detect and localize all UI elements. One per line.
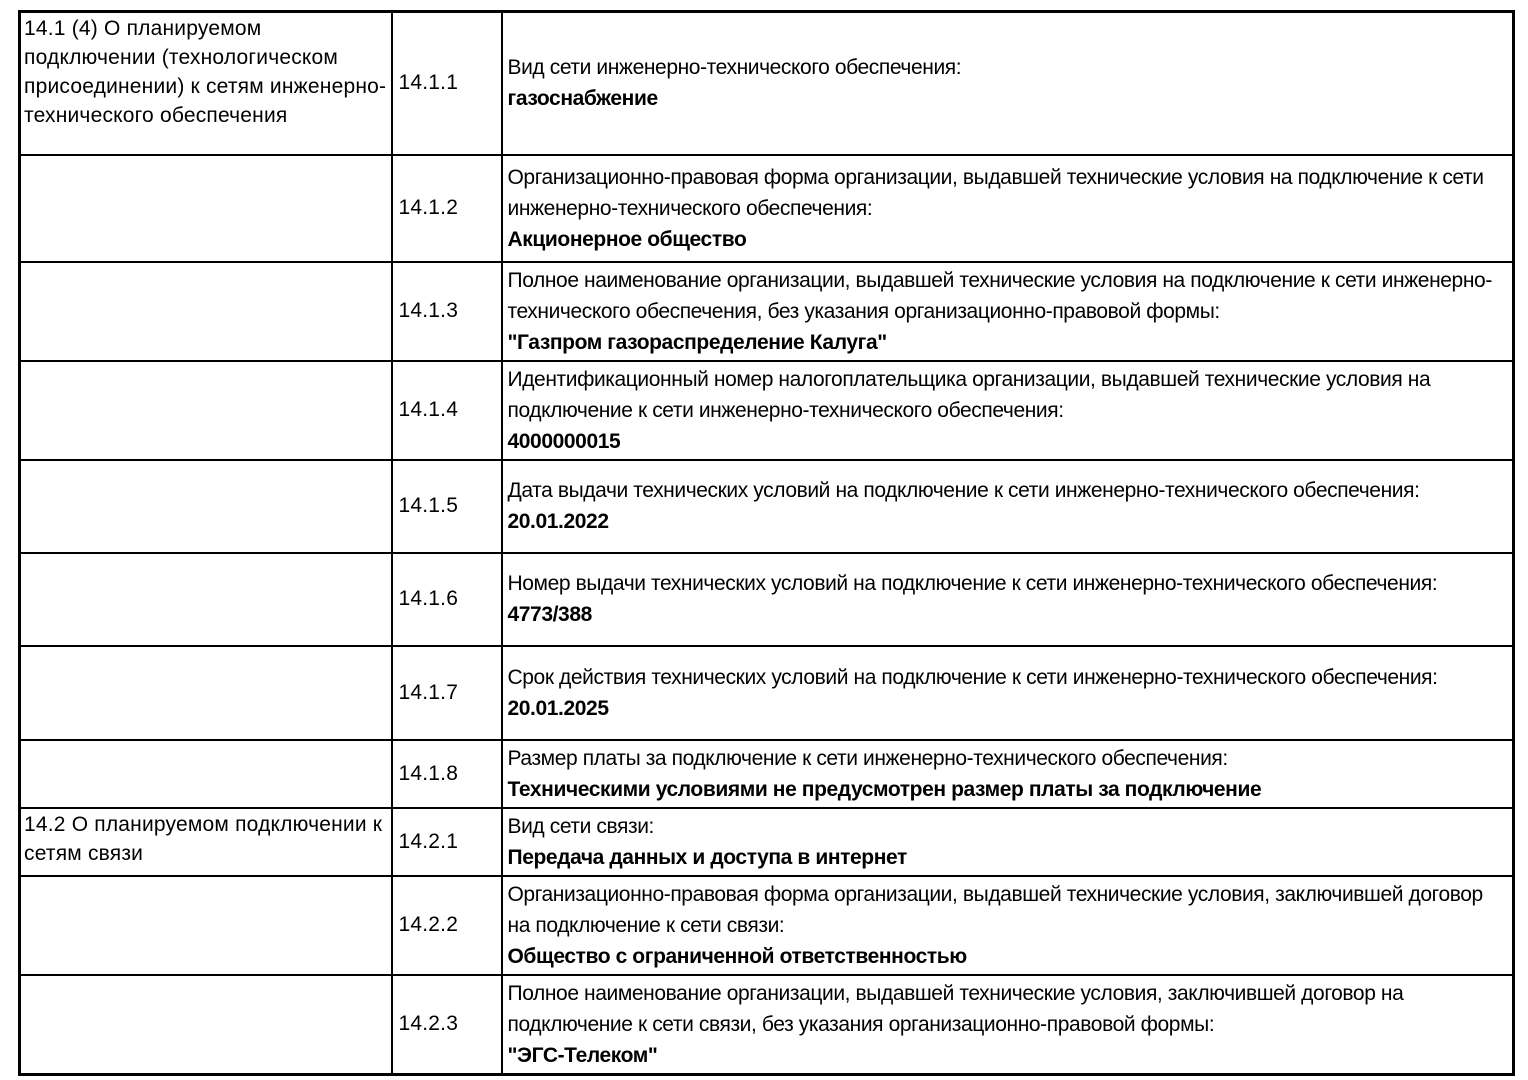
section-title-cell bbox=[20, 808, 392, 876]
row-code-cell bbox=[392, 262, 502, 361]
row-content-cell bbox=[502, 553, 1514, 646]
section-title-cell bbox=[20, 12, 392, 155]
field-label: Полное наименование организации, выдавшей технические условия на подключение к сети инженерно-технического обеспечения, без указания организационно-правовой формы: bbox=[507, 268, 1492, 323]
row-code: 14.1.8 bbox=[398, 761, 459, 785]
row-code-cell bbox=[392, 553, 502, 646]
row-content-cell bbox=[502, 646, 1514, 740]
field-label: Размер платы за подключение к сети инженерно-технического обеспечения: bbox=[507, 746, 1228, 770]
field-value: Техническими условиями не предусмотрен размер платы за подключение bbox=[507, 777, 1262, 801]
field-value: Общество с ограниченной ответственностью bbox=[507, 944, 967, 968]
field-label: Организационно-правовая форма организации, выдавшей технические условия на подключение к сети инженерно-технического обеспечения: bbox=[507, 165, 1484, 220]
row-code: 14.1.5 bbox=[398, 494, 459, 517]
field-value: 20.01.2022 bbox=[507, 510, 609, 533]
row-code: 14.1.2 bbox=[398, 196, 459, 219]
field-label: Организационно-правовая форма организации, выдавшей технические условия, заключившей договор на подключение к сети связи: bbox=[507, 882, 1483, 937]
field-value: "Газпром газораспределение Калуга" bbox=[507, 330, 887, 354]
section-title: 14.1 (4) О планируемом подключении (технологическом присоединении) к сетям инженерно-технического обеспечения bbox=[24, 17, 387, 127]
table-row bbox=[20, 740, 1514, 808]
field-label: Дата выдачи технических условий на подключение к сети инженерно-технического обеспечения: bbox=[507, 479, 1420, 502]
field-value: газоснабжение bbox=[507, 87, 658, 111]
section-title-cell bbox=[20, 646, 392, 740]
row-content-cell bbox=[502, 155, 1514, 262]
table-row bbox=[20, 646, 1514, 740]
field-label: Полное наименование организации, выдавшей технические условия, заключившей договор на подключение к сети связи, без указания организационно-правовой формы: bbox=[507, 981, 1404, 1036]
field-label: Вид сети инженерно-технического обеспечения: bbox=[507, 56, 962, 80]
row-code-cell bbox=[392, 646, 502, 740]
row-code-cell bbox=[392, 12, 502, 155]
field-value: 20.01.2025 bbox=[507, 696, 609, 720]
field-label: Номер выдачи технических условий на подключение к сети инженерно-технического обеспечения: bbox=[507, 572, 1438, 595]
table-row bbox=[20, 155, 1514, 262]
row-code-cell bbox=[392, 975, 502, 1075]
row-content-cell bbox=[502, 808, 1514, 876]
table-row bbox=[20, 808, 1514, 876]
section-title-cell bbox=[20, 361, 392, 460]
section-title-cell bbox=[20, 553, 392, 646]
field-value: "ЭГС-Телеком" bbox=[507, 1043, 658, 1067]
row-code-cell bbox=[392, 460, 502, 553]
row-content-cell bbox=[502, 262, 1514, 361]
row-code: 14.1.1 bbox=[398, 71, 459, 95]
row-code: 14.1.4 bbox=[398, 398, 459, 421]
row-code-cell bbox=[392, 808, 502, 876]
section-title-cell bbox=[20, 460, 392, 553]
section-title-cell bbox=[20, 262, 392, 361]
table-row bbox=[20, 553, 1514, 646]
table-row bbox=[20, 361, 1514, 460]
row-code: 14.2.2 bbox=[398, 913, 459, 936]
field-label: Срок действия технических условий на подключение к сети инженерно-технического обеспечения: bbox=[507, 665, 1438, 689]
row-code-cell bbox=[392, 155, 502, 262]
row-content-cell bbox=[502, 12, 1514, 155]
field-value: Акционерное общество bbox=[507, 227, 747, 251]
row-content-cell bbox=[502, 876, 1514, 975]
table-row bbox=[20, 460, 1514, 553]
row-code-cell bbox=[392, 361, 502, 460]
field-value: Передача данных и доступа в интернет bbox=[507, 845, 907, 869]
row-code: 14.2.1 bbox=[398, 829, 459, 853]
table-row bbox=[20, 262, 1514, 361]
field-value: 4773/388 bbox=[507, 603, 592, 626]
row-content-cell bbox=[502, 361, 1514, 460]
row-content-cell bbox=[502, 975, 1514, 1075]
table-body bbox=[20, 12, 1514, 1075]
row-code: 14.1.3 bbox=[398, 299, 459, 322]
row-code: 14.1.6 bbox=[398, 587, 459, 610]
section-title-cell bbox=[20, 740, 392, 808]
row-code-cell bbox=[392, 740, 502, 808]
row-code: 14.2.3 bbox=[398, 1012, 459, 1035]
field-value: 4000000015 bbox=[507, 429, 621, 453]
row-code: 14.1.7 bbox=[398, 680, 459, 704]
field-label: Идентификационный номер налогоплательщика организации, выдавшей технические условия на подключение к сети инженерно-технического обеспечения: bbox=[507, 367, 1431, 422]
row-content-cell bbox=[502, 460, 1514, 553]
table-row bbox=[20, 12, 1514, 155]
section-title-cell bbox=[20, 876, 392, 975]
section-title-cell bbox=[20, 975, 392, 1075]
row-code-cell bbox=[392, 876, 502, 975]
field-label: Вид сети связи: bbox=[507, 814, 654, 838]
row-content-cell bbox=[502, 740, 1514, 808]
table-row bbox=[20, 876, 1514, 975]
section-title: 14.2 О планируемом подключении к сетям связи bbox=[24, 812, 383, 865]
table-row bbox=[20, 975, 1514, 1075]
details-table bbox=[18, 10, 1515, 1076]
section-title-cell bbox=[20, 155, 392, 262]
